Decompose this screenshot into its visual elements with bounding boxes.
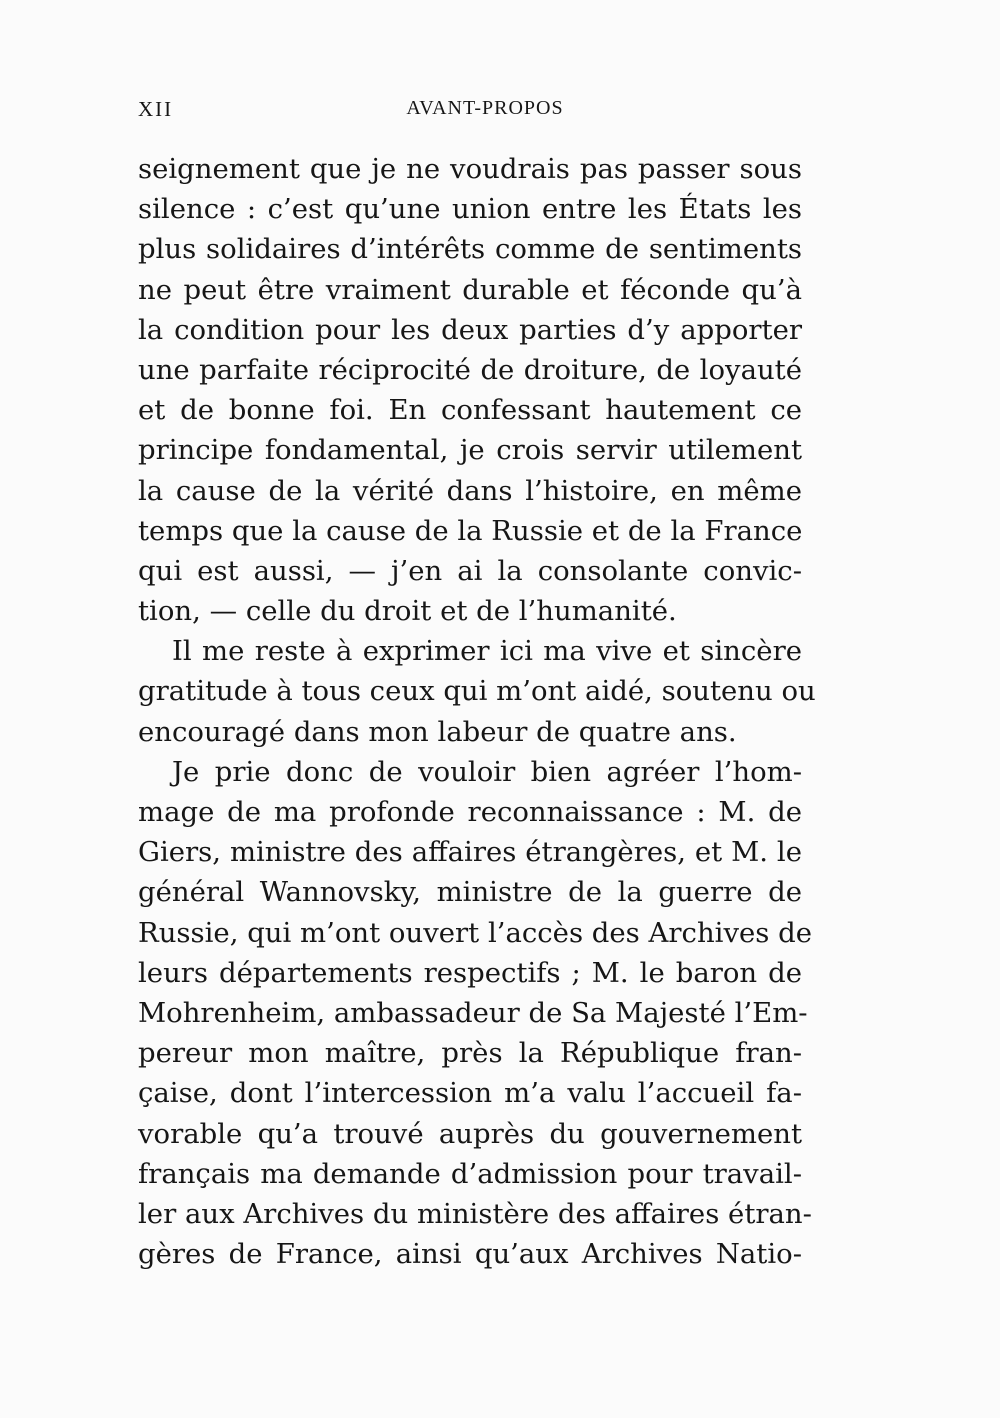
paragraph-start-line: Il me reste à exprimer ici ma vive et sincère <box>172 635 802 668</box>
text-line: pereur mon maître, près la République fran- <box>138 1037 802 1070</box>
text-line: leurs départements respectifs ; M. le baron de <box>138 956 802 989</box>
text-line: temps que la cause de la Russie et de la France <box>138 514 803 547</box>
text-line: qui est aussi, — j’en ai la consolante convic- <box>138 554 802 587</box>
text-line: seignement que je ne voudrais pas passer sous <box>138 153 802 185</box>
paragraph-end-line: tion, — celle du droit et de l’humanité. <box>138 595 677 628</box>
text-line: ne peut être vraiment durable et féconde qu’à <box>138 273 802 306</box>
text-line: français ma demande d’admission pour travail- <box>138 1157 802 1190</box>
running-head: AVANT-PROPOS <box>406 97 564 119</box>
text-line: la condition pour les deux parties d’y apporter <box>138 313 802 346</box>
text-line: Russie, qui m’ont ouvert l’accès des Archives de <box>138 916 812 949</box>
text-line: silence : c’est qu’une union entre les États les <box>138 193 802 226</box>
text-line: çaise, dont l’intercession m’a valu l’accueil fa- <box>138 1077 802 1110</box>
text-line: Mohrenheim, ambassadeur de Sa Majesté l’Em- <box>138 996 808 1029</box>
text-line: gratitude à tous ceux qui m’ont aidé, soutenu ou <box>138 675 816 708</box>
text-line: Giers, ministre des affaires étrangères, et M. le <box>138 836 802 869</box>
text-line: principe fondamental, je crois servir utilement <box>138 434 802 467</box>
text-line: ler aux Archives du ministère des affaires étran- <box>138 1197 812 1230</box>
text-line: vorable qu’a trouvé auprès du gouvernement <box>138 1117 802 1150</box>
paragraph-end-line: encouragé dans mon labeur de quatre ans. <box>138 715 737 748</box>
paragraph-start-line: Je prie donc de vouloir bien agréer l’hom- <box>172 755 802 788</box>
text-line: et de bonne foi. En confessant hautement ce <box>138 394 802 427</box>
text-line: la cause de la vérité dans l’histoire, en même <box>138 474 802 507</box>
text-line: général Wannovsky, ministre de la guerre de <box>138 876 802 909</box>
text-line: une parfaite réciprocité de droiture, de loyauté <box>138 353 802 386</box>
body-text <box>138 149 816 1274</box>
text-line: mage de ma profonde reconnaissance : M. de <box>138 796 802 828</box>
page-number: XII <box>138 97 174 121</box>
text-line: gères de France, ainsi qu’aux Archives Natio- <box>138 1238 802 1271</box>
text-line: plus solidaires d’intérêts comme de sentiments <box>138 233 802 266</box>
page-header <box>138 97 802 133</box>
